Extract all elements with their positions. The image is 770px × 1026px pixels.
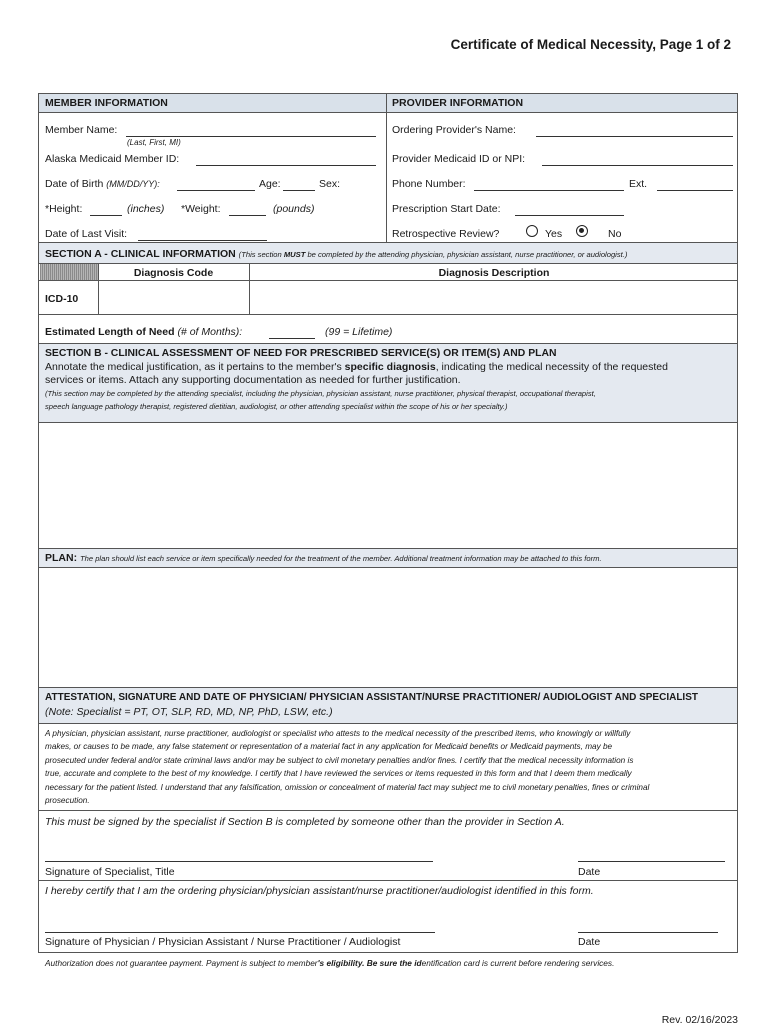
section-a-note-pre: (This section xyxy=(238,250,284,259)
attestation-body xyxy=(45,727,649,807)
height-field[interactable] xyxy=(90,215,122,216)
attestation-body-line: makes, or causes to be made, any false statement or representation of a material fact in any application for Medicaid benefits or Medicaid payments, may be xyxy=(45,742,613,752)
age-label: Age: xyxy=(259,178,281,190)
last-visit-label: Date of Last Visit: xyxy=(45,228,128,240)
certify-note: I hereby certify that I am the ordering physician/physician assistant/nurse practitioner/audiologist identified in this form. xyxy=(45,885,594,897)
attestation-body-line: necessary for the patient listed. I understand that any falsification, omission or concealment of material fact may subject me to civil monetary penalties, fines or criminal xyxy=(45,782,650,792)
medical-necessity-form xyxy=(38,93,738,953)
retro-no-radio[interactable] xyxy=(576,225,588,237)
section-a-note xyxy=(239,250,628,259)
section-b-line1-post: , indicating the medical necessity of the requested xyxy=(435,361,668,373)
auth-bold: 's eligibility. Be sure the id xyxy=(317,958,422,968)
attestation-note: (Note: Specialist = PT, OT, SLP, RD, MD, NP, PhD, LSW, etc.) xyxy=(45,706,333,718)
plan-label: PLAN: xyxy=(45,552,78,564)
dob-label-text: Date of Birth xyxy=(45,178,104,190)
specialist-date-label: Date xyxy=(578,866,601,878)
icd-row-border xyxy=(39,314,737,315)
section-a-heading-row xyxy=(45,248,627,260)
height-unit: (inches) xyxy=(127,203,165,215)
specialist-signature-field[interactable] xyxy=(45,861,433,862)
plan-row xyxy=(45,552,602,564)
ordering-provider-field[interactable] xyxy=(536,136,733,137)
specialist-border xyxy=(39,880,737,881)
attestation-header-border xyxy=(39,723,737,724)
age-field[interactable] xyxy=(283,190,315,191)
auth-pre: Authorization does not guarantee payment. Payment is subject to member xyxy=(45,958,318,968)
diagnosis-corner-cell xyxy=(40,264,98,280)
member-name-field[interactable] xyxy=(126,136,376,137)
icd10-label: ICD-10 xyxy=(45,293,79,305)
revision-date: Rev. 02/16/2023 xyxy=(661,1014,738,1026)
height-label: *Height: xyxy=(45,203,83,215)
rx-start-field[interactable] xyxy=(515,215,624,216)
weight-unit: (pounds) xyxy=(273,203,315,215)
member-id-field[interactable] xyxy=(196,165,376,166)
attestation-body-line: prosecuted under federal and/or state criminal laws and/or may be subject to civil monetary penalties and/or fines. I certify that the medical necessity information is xyxy=(45,755,634,765)
info-column-divider xyxy=(386,94,387,242)
length-of-need-field[interactable] xyxy=(269,338,315,339)
section-b-line1 xyxy=(45,361,668,373)
section-b-line1-pre: Annotate the medical justification, as it pertains to the member's xyxy=(45,361,345,373)
retro-yes-radio[interactable] xyxy=(526,225,538,237)
plan-note: The plan should list each service or item specifically needed for the treatment of the member. Additional treatment information may be attached to this form. xyxy=(80,554,602,563)
phone-ext-label: Ext. xyxy=(629,178,648,190)
physician-signature-field[interactable] xyxy=(45,932,435,933)
section-b-line2: services or items. Attach any supporting documentation as needed for further justification. xyxy=(45,374,461,386)
section-b-specific-diagnosis: specific diagnosis xyxy=(344,361,436,373)
specialist-signature-label: Signature of Specialist, Title xyxy=(45,866,175,878)
section-a-note-post: be completed by the attending physician, physician assistant, nurse practitioner, or audiologist.) xyxy=(305,250,628,259)
section-b-note-2: speech language pathology therapist, registered dietitian, audiologist, or other attending specialist within the scope of his or her specialty.) xyxy=(45,402,508,411)
length-of-need-row xyxy=(45,326,242,338)
retro-no-label: No xyxy=(608,228,622,240)
section-a-heading: SECTION A - CLINICAL INFORMATION xyxy=(45,248,236,260)
dob-field[interactable] xyxy=(177,190,255,191)
physician-date-field[interactable] xyxy=(578,932,718,933)
provider-info-heading: PROVIDER INFORMATION xyxy=(392,97,524,109)
section-b-heading: SECTION B - CLINICAL ASSESSMENT OF NEED FOR PRESCRIBED SERVICE(S) OR ITEM(S) AND PLAN xyxy=(45,348,557,359)
document-title: Certificate of Medical Necessity, Page 1 of 2 xyxy=(450,37,731,52)
diagnosis-description-header: Diagnosis Description xyxy=(438,267,550,279)
plan-textarea[interactable] xyxy=(40,568,736,687)
attestation-body-border xyxy=(39,810,737,811)
diagnosis-code-header: Diagnosis Code xyxy=(133,267,214,279)
member-name-label: Member Name: xyxy=(45,124,118,136)
length-of-need-hint: (# of Months): xyxy=(177,326,243,338)
attestation-heading: ATTESTATION, SIGNATURE AND DATE OF PHYSICIAN/ PHYSICIAN ASSISTANT/NURSE PRACTITIONER/ AUDIOLOGIST AND SPECIALIST xyxy=(45,692,698,703)
member-name-hint: (Last, First, MI) xyxy=(127,138,181,147)
section-b-note-1: (This section may be completed by the attending specialist, including the physician, physician assistant, nurse practitioner, physical therapist, occupational therapist, xyxy=(45,389,596,398)
attestation-body-line: A physician, physician assistant, nurse practitioner, audiologist or specialist who attests to the medical necessity of the prescribed items, who knowingly or willfully xyxy=(45,729,631,738)
last-visit-field[interactable] xyxy=(138,240,267,241)
section-a-note-must: MUST xyxy=(283,250,306,259)
ordering-provider-label: Ordering Provider's Name: xyxy=(392,124,516,136)
justification-textarea[interactable] xyxy=(40,423,736,548)
dob-hint: (MM/DD/YY): xyxy=(106,179,160,189)
member-info-heading: MEMBER INFORMATION xyxy=(45,97,168,109)
physician-signature-label: Signature of Physician / Physician Assistant / Nurse Practitioner / Audiologist xyxy=(45,936,401,948)
diagnosis-description-field[interactable] xyxy=(250,281,739,314)
phone-field[interactable] xyxy=(474,190,624,191)
diagnosis-code-field[interactable] xyxy=(99,281,249,314)
weight-label: *Weight: xyxy=(181,203,221,215)
phone-label: Phone Number: xyxy=(392,178,466,190)
auth-post: entification card is current before rendering services. xyxy=(421,958,615,968)
specialist-date-field[interactable] xyxy=(578,861,725,862)
physician-date-label: Date xyxy=(578,936,601,948)
weight-field[interactable] xyxy=(229,215,266,216)
provider-npi-label: Provider Medicaid ID or NPI: xyxy=(392,153,526,165)
attestation-body-line: true, accurate and complete to the best of my knowledge. I certify that I have reviewed the services or items requested in this form and that I deem them medically xyxy=(45,769,632,779)
length-of-need-label: Estimated Length of Need xyxy=(45,326,175,338)
attestation-body-line: prosecution. xyxy=(45,796,90,806)
dob-label xyxy=(45,178,160,190)
lifetime-hint: (99 = Lifetime) xyxy=(325,326,393,338)
phone-ext-field[interactable] xyxy=(657,190,733,191)
member-id-label: Alaska Medicaid Member ID: xyxy=(45,153,180,165)
specialist-note: This must be signed by the specialist if Section B is completed by someone other than the provider in Section A. xyxy=(45,816,565,828)
retro-review-label: Retrospective Review? xyxy=(392,228,500,240)
sex-label: Sex: xyxy=(319,178,341,190)
authorization-disclaimer xyxy=(45,958,614,968)
provider-npi-field[interactable] xyxy=(542,165,733,166)
rx-start-label: Prescription Start Date: xyxy=(392,203,501,215)
retro-yes-label: Yes xyxy=(545,228,563,240)
section-a-header-border xyxy=(39,263,737,264)
